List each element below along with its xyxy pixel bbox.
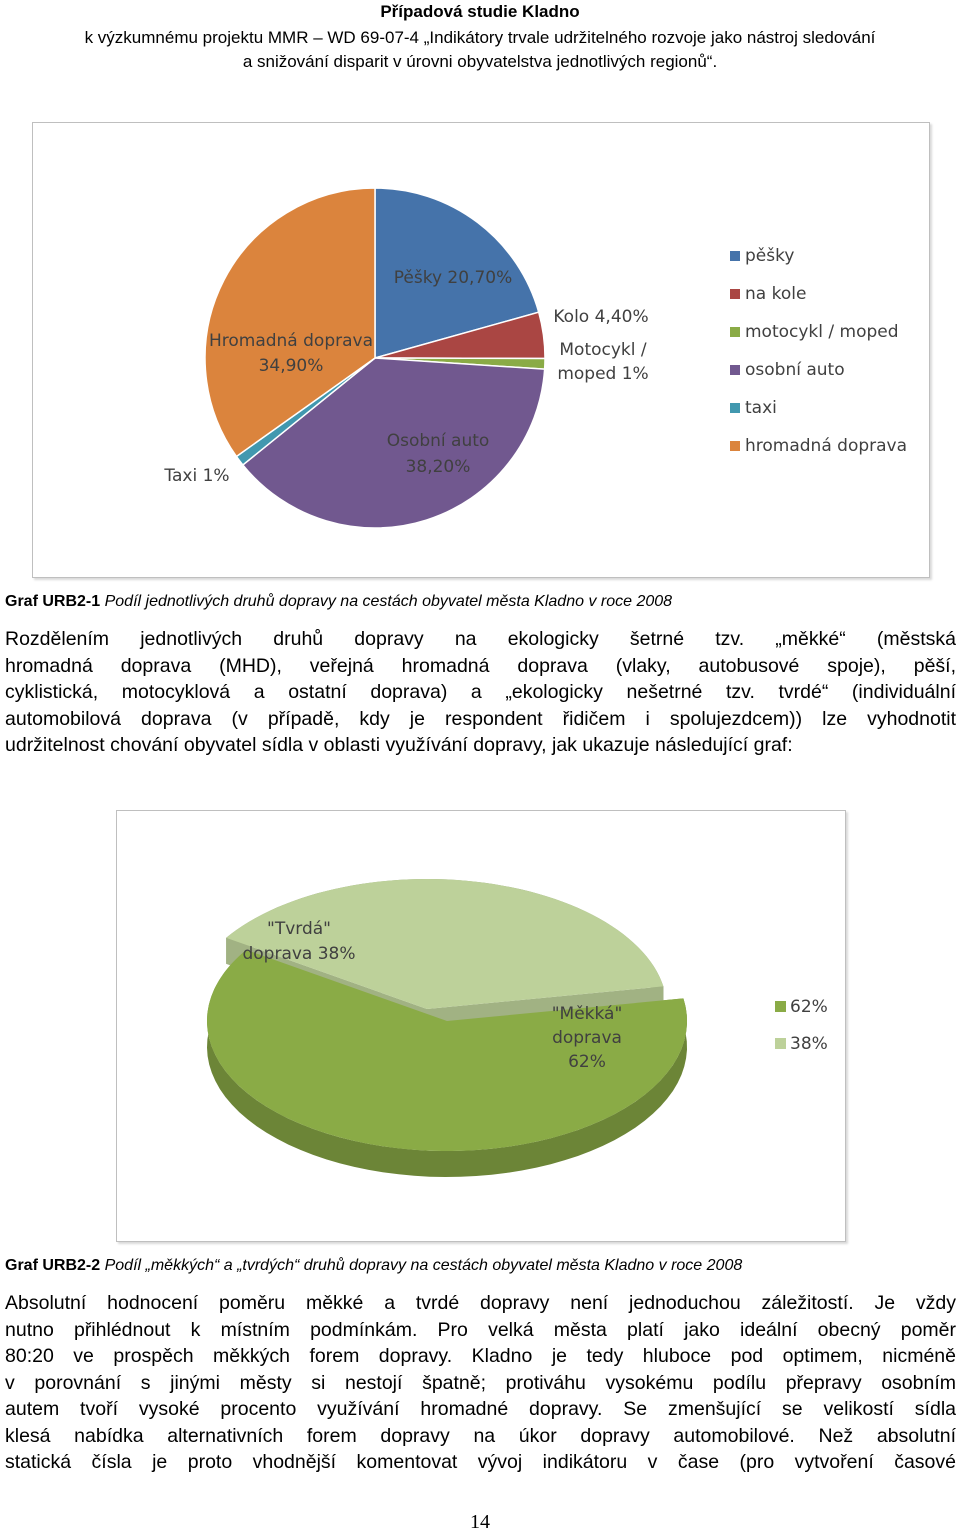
label-hard: doprava 38% <box>242 944 356 964</box>
label-car: 38,20% <box>405 457 471 477</box>
soft-hard-transport-pie-chart <box>116 810 846 1242</box>
chart2-caption-id: Graf URB2-2 <box>5 1257 101 1274</box>
paragraph-line: nutno přihlédnout k místním podmínkám. Pro velká města platí jako ideální obecný poměr <box>5 1318 956 1341</box>
paragraph-line: hromadná doprava (MHD), veřejná hromadná doprava (vlaky, autobusové spoje), pěší, <box>5 654 956 677</box>
subtitle-line-2: a snižování disparit v úrovni obyvatelstva jednotlivých regionů“. <box>242 52 718 71</box>
label-soft: doprava <box>552 1028 622 1048</box>
legend-swatch <box>730 289 740 299</box>
label-moto: moped 1% <box>557 364 649 384</box>
paragraph-1 <box>5 626 956 759</box>
legend-swatch <box>730 251 740 261</box>
chart2-caption-text: Podíl „měkkých“ a „tvrdých“ druhů dopravy na cestách obyvatel města Kladno v roce 2008 <box>104 1257 743 1274</box>
chart1-caption-text: Podíl jednotlivých druhů dopravy na cestách obyvatel města Kladno v roce 2008 <box>104 593 673 610</box>
legend-swatch <box>775 1038 786 1049</box>
label-hard: "Tvrdá" <box>267 919 331 939</box>
label-public: 34,90% <box>258 356 324 376</box>
legend-item: motocykl / moped <box>745 322 899 342</box>
legend-item: pěšky <box>745 246 795 266</box>
legend-swatch <box>730 327 740 337</box>
legend-item: taxi <box>745 398 777 418</box>
chart2-caption <box>5 1256 742 1276</box>
legend-item: 38% <box>790 1034 828 1054</box>
label-bike: Kolo 4,40% <box>553 307 649 327</box>
legend-item: 62% <box>790 997 828 1017</box>
label-car: Osobní auto <box>386 431 490 451</box>
page-title: Případová studie Kladno <box>380 2 580 21</box>
paragraph-line: udržitelnost chování obyvatel sídla v oblasti využívání dopravy, jak ukazuje následující graf: <box>5 734 793 756</box>
paragraph-line: cyklistická, motocyklová a ostatní doprava) a „ekologicky nešetrné tzv. tvrdé“ (individuální <box>5 681 956 703</box>
label-walk: Pěšky 20,70% <box>393 268 513 288</box>
transport-modes-pie-chart <box>32 122 930 578</box>
chart1-caption-id: Graf URB2-1 <box>5 593 101 610</box>
paragraph-line: Rozdělením jednotlivých druhů dopravy na ekologicky šetrné tzv. „měkké“ (městská <box>5 628 956 650</box>
legend-swatch <box>730 403 740 413</box>
subtitle-line-1: k výzkumnému projektu MMR – WD 69-07-4 „Indikátory trvale udržitelného rozvoje jako nástroj sledování <box>84 28 876 47</box>
legend-item: na kole <box>745 284 807 304</box>
label-public: Hromadná doprava <box>208 331 374 351</box>
label-taxi: Taxi 1% <box>164 466 230 486</box>
page-number: 14 <box>470 1511 490 1533</box>
paragraph-line: klesá nabídka alternativních forem dopravy na úkor dopravy automobilové. Než absolutní <box>5 1424 956 1447</box>
legend-swatch <box>730 365 740 375</box>
paragraph-line: v porovnání s jinými městy si nestojí špatně; protiváhu vysokému podílu přepravy osobním <box>5 1371 956 1394</box>
legend-item: osobní auto <box>745 360 845 380</box>
chart1-caption <box>5 592 672 612</box>
paragraph-line: statická čísla je proto vhodnější komentovat vývoj indikátoru v čase (pro vytvoření časové <box>5 1451 956 1473</box>
chart1-legend <box>730 246 907 456</box>
paragraph-line: autem tvoří vysoké procento využívání hromadné dopravy. Se zmenšující se velikostí sídla <box>5 1398 956 1420</box>
label-soft: "Měkká" <box>551 1004 623 1024</box>
paragraph-line: automobilová doprava (v případě, kdy je respondent řidičem i spolujezdcem)) lze vyhodnotit <box>5 707 956 730</box>
paragraph-line: 80:20 ve prospěch měkkých forem dopravy. Kladno je tedy hluboce pod optimem, nicméně <box>5 1345 956 1367</box>
label-moto: Motocykl / <box>559 340 647 360</box>
legend-swatch <box>775 1001 786 1012</box>
paragraph-2 <box>5 1290 956 1476</box>
paragraph-line: Absolutní hodnocení poměru měkké a tvrdé dopravy není jednoduchou záležitostí. Je vždy <box>5 1292 956 1314</box>
legend-swatch <box>730 441 740 451</box>
label-soft: 62% <box>568 1052 606 1072</box>
chart2-legend <box>775 997 828 1054</box>
legend-item: hromadná doprava <box>745 436 908 456</box>
